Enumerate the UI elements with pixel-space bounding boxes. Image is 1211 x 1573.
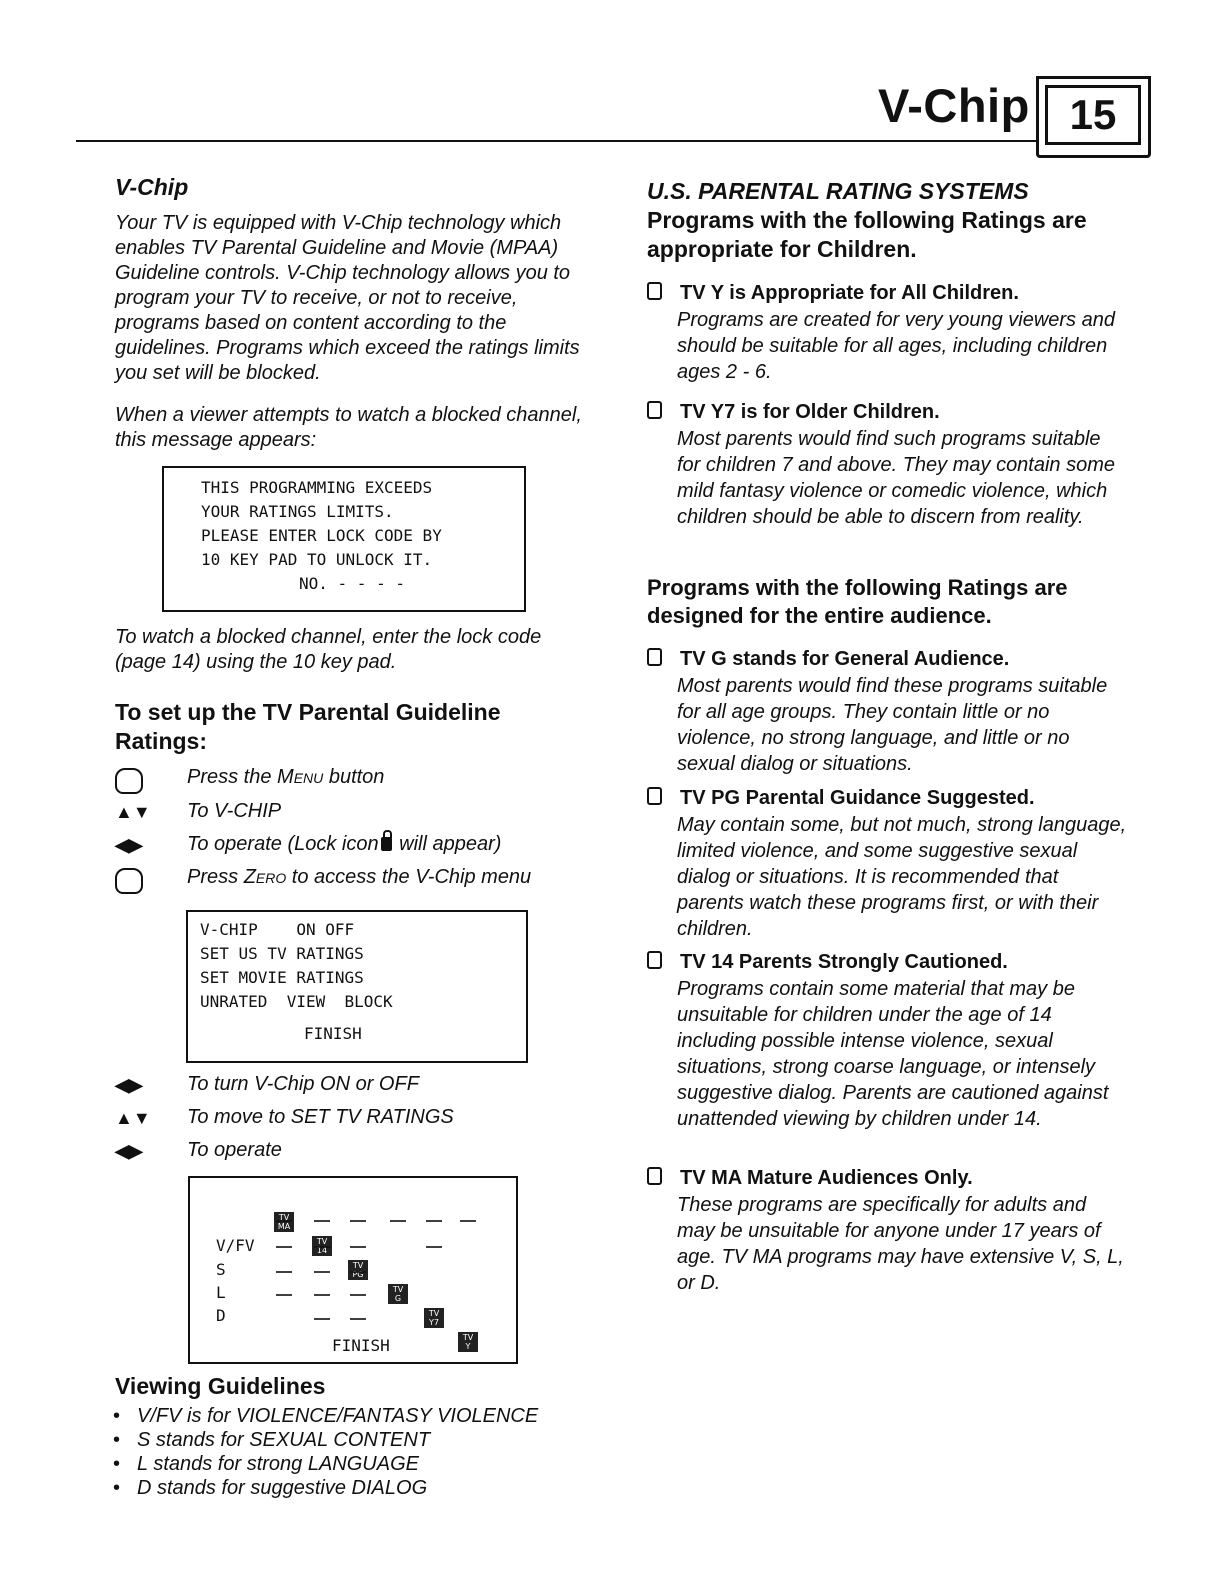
unlock-instructions: To watch a blocked channel, enter the lock code (page 14) using the 10 key pad. bbox=[115, 626, 542, 673]
step-press-zero: Press Zero to access the V-Chip menu bbox=[115, 866, 595, 896]
ratings-row-l: L bbox=[216, 1283, 226, 1302]
rating-item-tv-y7: TV Y7 is for Older Children. Most parents would find such programs suitable for children 7 and above. They may contain some mild fantasy violence or comedic violence, which children should be able to discern from reality. bbox=[647, 399, 1127, 530]
up-down-arrows-icon: ▲▼ bbox=[115, 802, 151, 822]
lock-code-line: NO. - - - - bbox=[299, 574, 405, 593]
vchip-menu-screen: V-CHIP ON OFF SET US TV RATINGS SET MOVIE RATINGS UNRATED VIEW BLOCK FINISH bbox=[186, 910, 528, 1063]
header-rule bbox=[76, 140, 1036, 142]
us-rating-systems-heading: U.S. PARENTAL RATING SYSTEMS bbox=[647, 178, 1029, 204]
left-right-arrows-icon: ◀▶ bbox=[115, 835, 143, 855]
checkbox-icon bbox=[647, 282, 662, 300]
rating-badge-tv-g: TV G bbox=[388, 1284, 408, 1304]
step-operate-lock: ◀▶ To operate (Lock icon will appear) bbox=[115, 833, 595, 863]
step-press-menu: Press the Menu button bbox=[115, 766, 595, 796]
rating-badge-tv-y7: TV Y7 bbox=[424, 1308, 444, 1328]
blocked-intro: When a viewer attempts to watch a blocked channel, this message appears: bbox=[115, 404, 582, 451]
viewing-guidelines-heading: Viewing Guidelines bbox=[115, 1373, 326, 1399]
step-to-vchip: ▲▼ To V-CHIP bbox=[115, 800, 282, 822]
setup-heading: To set up the TV Parental Guideline Ratings: bbox=[115, 699, 501, 754]
left-right-arrows-icon: ◀▶ bbox=[115, 1141, 143, 1161]
checkbox-icon bbox=[647, 648, 662, 666]
blocked-line: PLEASE ENTER LOCK CODE BY bbox=[201, 526, 442, 545]
list-item: • D stands for suggestive DIALOG bbox=[113, 1476, 593, 1500]
remote-icon bbox=[115, 768, 155, 799]
rating-item-tv-pg: TV PG Parental Guidance Suggested. May contain some, but not much, strong language, limited violence, and some suggestive sexual dialog or situations. It is recommended that parents watch these programs first, or with their children. bbox=[647, 785, 1127, 942]
list-item: • S stands for SEXUAL CONTENT bbox=[113, 1428, 593, 1452]
rating-badge-tv-y: TV Y bbox=[458, 1332, 478, 1352]
up-down-arrows-icon: ▲▼ bbox=[115, 1108, 151, 1128]
checkbox-icon bbox=[647, 401, 662, 419]
left-right-arrows-icon: ◀▶ bbox=[115, 1075, 143, 1095]
step-move-tv-ratings: ▲▼ To move to SET TV RATINGS bbox=[115, 1106, 454, 1128]
step-toggle-vchip: ◀▶ To turn V-Chip ON or OFF bbox=[115, 1073, 419, 1095]
rating-item-tv-ma: TV MA Mature Audiences Only. These programs are specifically for adults and may be unsuitable for anyone under 17 years of age. TV MA programs may have extensive V, S, L, or D. bbox=[647, 1165, 1127, 1296]
rating-item-tv-y: TV Y is Appropriate for All Children. Programs are created for very young viewers and should be suitable for all ages, including children ages 2 - 6. bbox=[647, 280, 1127, 385]
rating-badge-tv-14: TV 14 bbox=[312, 1236, 332, 1256]
checkbox-icon bbox=[647, 951, 662, 969]
blocked-line: 10 KEY PAD TO UNLOCK IT. bbox=[201, 550, 433, 569]
lock-icon bbox=[381, 837, 392, 851]
page-number: 15 bbox=[1045, 85, 1141, 145]
rating-badge-tv-pg: TV PG bbox=[348, 1260, 368, 1280]
children-ratings-heading: Programs with the following Ratings are appropriate for Children. bbox=[647, 207, 1087, 262]
rating-item-tv-g: TV G stands for General Audience. Most parents would find these programs suitable for all age groups. They contain little or no violence, no strong language, and little or no sexual dialog or situations. bbox=[647, 646, 1127, 777]
list-item: • V/FV is for VIOLENCE/FANTASY VIOLENCE bbox=[113, 1404, 593, 1428]
rating-descriptions bbox=[647, 280, 1127, 1320]
page-number-tab bbox=[1036, 76, 1151, 158]
section-heading-vchip: V-Chip bbox=[115, 174, 189, 200]
rating-item-tv-14: TV 14 Parents Strongly Cautioned. Programs contain some material that may be unsuitable for children under the age of 14 including possible intense violence, sexual situations, strong coarse language, or intensely suggestive dialog. Parents are cautioned against unattended viewing by children under 14. bbox=[647, 949, 1127, 1132]
checkbox-icon bbox=[647, 787, 662, 805]
ratings-grid-screen bbox=[188, 1176, 518, 1364]
rating-badge-tv-ma: TV MA bbox=[274, 1212, 294, 1232]
ratings-finish: FINISH bbox=[332, 1336, 390, 1355]
menu-steps bbox=[115, 1073, 595, 1173]
setup-steps bbox=[115, 766, 595, 896]
remote-icon bbox=[115, 868, 155, 899]
checkbox-icon bbox=[647, 1167, 662, 1185]
step-operate: ◀▶ To operate bbox=[115, 1139, 282, 1161]
page-title: V-Chip bbox=[878, 79, 1030, 132]
viewing-guidelines-list bbox=[113, 1404, 593, 1500]
blocked-line: THIS PROGRAMMING EXCEEDS bbox=[201, 478, 433, 497]
ratings-row-s: S bbox=[216, 1260, 226, 1279]
blocked-message-screen bbox=[162, 466, 526, 612]
intro-paragraph: Your TV is equipped with V-Chip technology which enables TV Parental Guideline and Movie (MPAA) Guideline controls. V-Chip technology allows you to program your TV to receive, or not to receive, programs based on content according to the guidelines. Programs which exceed the ratings limits you set will be blocked. bbox=[115, 212, 580, 384]
list-item: • L stands for strong LANGUAGE bbox=[113, 1452, 593, 1476]
ratings-row-d: D bbox=[216, 1306, 226, 1325]
audience-ratings-heading: Programs with the following Ratings are designed for the entire audience. bbox=[647, 575, 1068, 628]
blocked-line: YOUR RATINGS LIMITS. bbox=[201, 502, 394, 521]
ratings-row-vfv: V/FV bbox=[216, 1236, 255, 1255]
